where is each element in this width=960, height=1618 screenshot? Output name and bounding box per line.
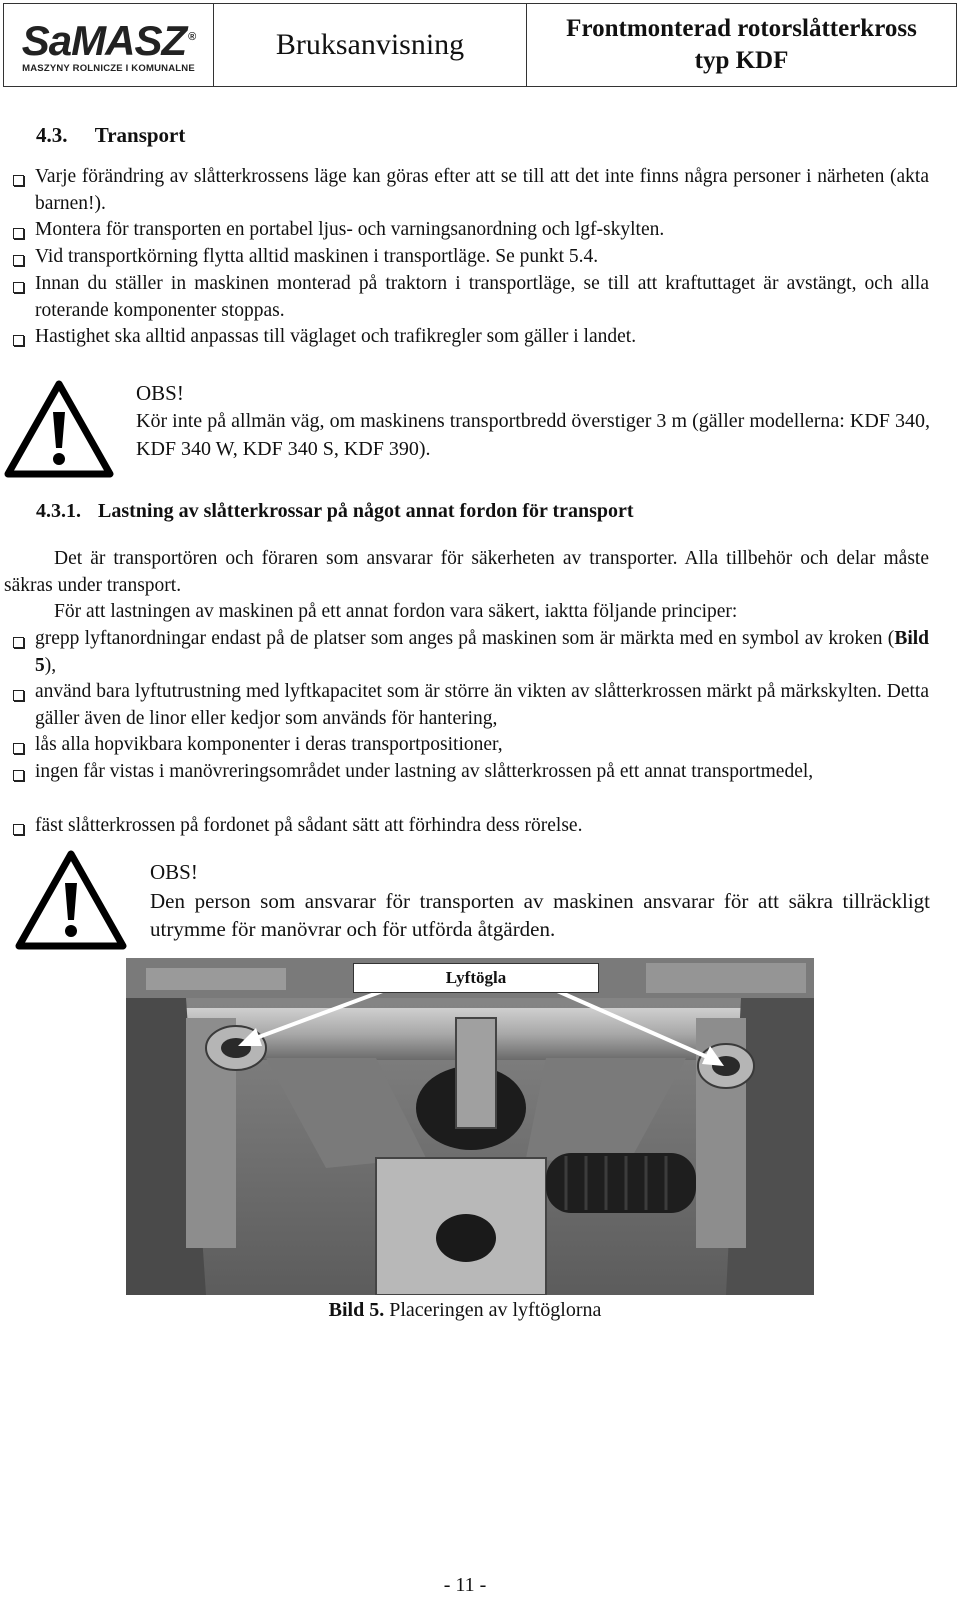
checkbox-bullet-icon — [13, 824, 24, 835]
checkbox-bullet-icon — [13, 282, 24, 293]
checkbox-bullet-icon — [13, 175, 24, 186]
checkbox-bullet-icon — [13, 228, 24, 239]
section-heading-loading — [36, 500, 634, 523]
checkbox-bullet-icon — [13, 690, 24, 701]
warning-triangle-icon — [15, 850, 127, 950]
figure-reference: Bild 5 — [35, 628, 929, 676]
logo-registered-mark: ® — [188, 30, 196, 43]
document-title — [527, 4, 956, 86]
warning-box — [136, 379, 930, 463]
logo-subtitle: MASZYNY ROLNICZE I KOMUNALNE — [22, 62, 195, 74]
checkbox-bullet-icon — [13, 637, 24, 648]
warning-triangle-icon — [4, 380, 114, 478]
section-heading-transport — [36, 123, 185, 148]
section-title: Lastning av slåtterkrossar på något annat fordon för transport — [98, 500, 634, 522]
checkbox-bullet-icon — [13, 770, 24, 781]
page-number: - 11 - — [443, 1574, 487, 1596]
logo-text: SaMASZ — [21, 16, 187, 64]
title-line-1: Frontmonterad rotorslåtterkross — [566, 15, 917, 42]
manual-label: Bruksanvisning — [214, 4, 527, 86]
checkbox-bullet-icon — [13, 743, 24, 754]
section-title: Transport — [94, 123, 186, 147]
warning-heading: OBS! — [136, 381, 184, 405]
warning-text: Den person som ansvarar för transporten av maskinen ansvarar för att säkra tillräckligt utrymme för manövrar och för utförda åtgärden. — [150, 888, 930, 941]
warning-box — [150, 858, 930, 944]
warning-heading: OBS! — [150, 860, 198, 884]
paragraph: För att lastningen av maskinen på ett annat fordon vara säkert, iaktta följande principer: — [54, 601, 738, 622]
title-line-2: typ KDF — [694, 47, 789, 74]
lifting-eye-photo-illustration — [126, 958, 814, 1295]
figure-caption-text: Placeringen av lyftöglorna — [384, 1299, 602, 1321]
section-number: 4.3. — [36, 123, 68, 147]
paragraph: Det är transportören och föraren som ansvarar för säkerheten av transporter. Alla tillbehör och delar måste säkras under transport. — [4, 548, 929, 596]
page-header — [3, 3, 957, 87]
warning-text: Kör inte på allmän väg, om maskinens transportbredd överstiger 3 m (gäller modellerna: KDF 340, KDF 340 W, KDF 340 S, KDF 390). — [136, 410, 930, 460]
section-number: 4.3.1. — [36, 500, 81, 522]
machine-photo — [126, 958, 814, 1295]
company-logo — [4, 4, 214, 86]
figure-caption-ref: Bild 5. — [328, 1299, 385, 1321]
checkbox-bullet-icon — [13, 335, 24, 346]
figure-callout-label: Lyftögla — [353, 963, 599, 993]
figure-caption — [0, 1299, 930, 1322]
checkbox-bullet-icon — [13, 255, 24, 266]
